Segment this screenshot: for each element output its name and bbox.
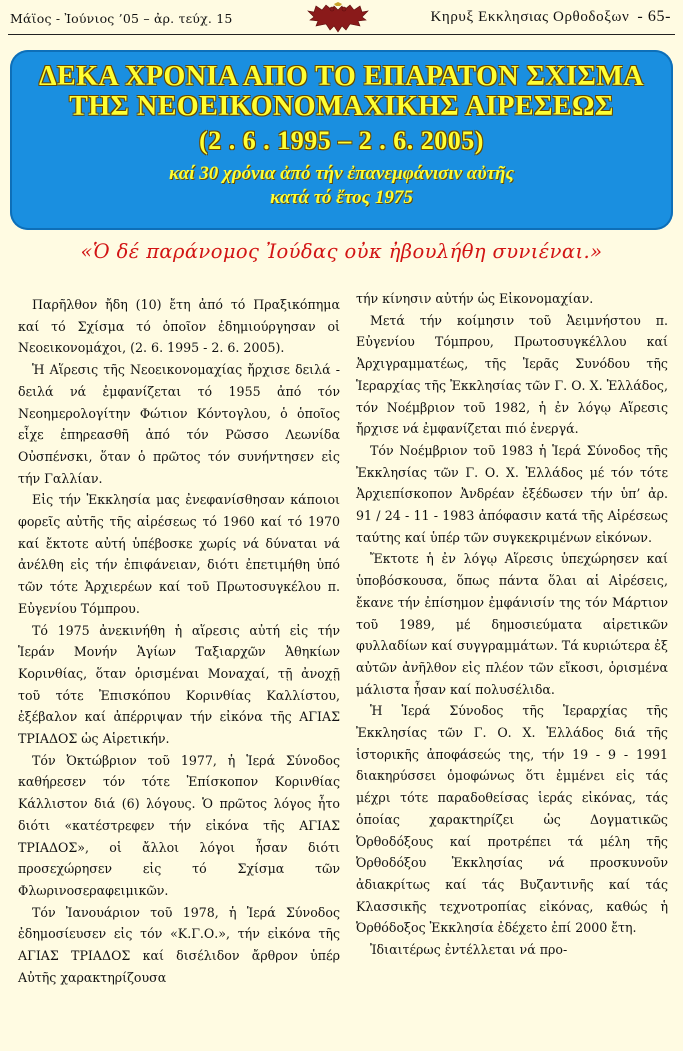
banner-subtitle-line-2: κατά τό ἔτος 1975 — [270, 187, 413, 208]
paragraph: Εἰς τήν Ἐκκλησία μας ἐνεφανίσθησαν κάποιοι φορεῖς αὐτῆς τῆς αἱρέσεως τό 1960 καί τό 1970 καί ἔκτοτε αὐτή ὑπέβοσκε χωρίς νά δύναται νά ἀνέλθη εἰς τήν ἐπιφάνειαν, διότι ἐπετιμήθη ὑπό τῶν τότε Ἀρχιερέων καί τοῦ Πρωτοσυγκέλου π. Εὐγενίου Τόμπρου. — [18, 492, 340, 616]
page-number: - 65- — [637, 8, 671, 25]
magazine-title — [430, 8, 671, 26]
paragraph: τήν κίνησιν αὐτήν ὡς Εἰκονομαχίαν. — [356, 291, 594, 306]
magazine-name: Κηρυξ Εκκλησιας Ορθοδοξων — [430, 9, 630, 25]
paragraph: Ἰδιαιτέρως ἐντέλλεται νά προ- — [370, 942, 568, 958]
banner-title-line-1: ΔΕΚΑ ΧΡΟΝΙΑ ΑΠΟ ΤΟ ΕΠΑΡΑΤΟΝ ΣΧΙΣΜΑ — [39, 61, 644, 92]
issue-info: Μάϊος - Ἰούνιος ’05 – ἀρ. τεύχ. 15 — [10, 11, 233, 26]
banner-title-line-2: ΤΗΣ ΝΕΟΕΙΚΟΝΟΜΑΧΙΚΗΣ ΑΙΡΕΣΕΩΣ — [69, 91, 614, 122]
double-headed-eagle-icon — [306, 2, 370, 36]
paragraph: Ἔκτοτε ἡ ἐν λόγῳ Αἵρεσις ὑπεχώρησεν καί ὑποβόσκουσα, ὅπως πάντα ὅλαι αἱ Αἱρέσεις, ἔκανε τήν ἐπίσημον ἐμφάνισίν της τόν Μάρτιον τοῦ 1989, μέ δημοσιεύματα αἱρετικῶν φυλλαδίων καί συγγραμμάτων. Τά κυριώτερα ἐξ αὐτῶν ἀνῆλθον εἰς πλέον τῶν εἴκοσι, ὁρισμένα μάλιστα ἦσαν καί πολυσέλιδα. — [356, 551, 668, 697]
title-banner — [10, 50, 673, 230]
epigraph-quote: «Ὁ δέ παράνομος Ἰούδας οὐκ ἠβουλήθη συνιέναι.» — [80, 240, 603, 263]
header-rule — [8, 34, 675, 35]
banner-subtitle-line-1: καί 30 χρόνια ἀπό τήν ἐπανεμφάνισιν αὐτῆς — [169, 163, 514, 184]
paragraph: Τόν Ὀκτώβριον τοῦ 1977, ἡ Ἱερά Σύνοδος καθήρεσεν τόν τότε Ἐπίσκοπον Κορινθίας Κάλλιστον διά (6) λόγους. Ὁ πρῶτος λόγος ἦτο διότι «κατέστρεφεν τήν εἰκόνα τῆς ΑΓΙΑΣ ΤΡΙΑΔΟΣ», οἱ ἄλλοι λόγοι ἦσαν διότι προσεχώρησεν εἰς τό Σχίσμα τῶν Φλωρινοσεραφειμικῶν. — [18, 752, 340, 898]
banner-dates: (2 . 6 . 1995 – 2 . 6. 2005) — [199, 126, 484, 155]
paragraph: Τό 1975 ἀνεκινήθη ἡ αἵρεσις αὐτή εἰς τήν Ἱεράν Μονήν Ἁγίων Ταξιαρχῶν Ἀθηκίων Κορινθίας, ὅταν ὁρισμέναι Μοναχαί, τῇ ἀνοχῇ τοῦ τότε Ἐπισκόπου Κορινθίας Καλλίστου, ἐξέβαλον καί ἀπέρριψαν τήν εἰκόνα τῆς ΑΓΙΑΣ ΤΡΙΑΔΟΣ ὡς Αἱρετικήν. — [18, 622, 340, 747]
paragraph: Μετά τήν κοίμησιν τοῦ Ἀειμνήστου π. Εὐγενίου Τόμπρου, Πρωτοσυγκέλλου καί Ἀρχιγραμματέως, τῆς Ἱερᾶς Συνόδου τῆς Ἱεραρχίας τῆς Ἐκκλησίας τῶν Γ. Ο. Χ. Ἑλλάδος, τόν Νοέμβριον τοῦ 1982, ἡ ἐν λόγῳ Αἵρεσις ἤρχισε νά ἐμφανίζεται πιό ἐνεργά. — [356, 312, 668, 437]
paragraph: Ἡ Αἵρεσις τῆς Νεοεικονομαχίας ἤρχισε δειλά - δειλά νά ἐμφανίζεται τό 1955 ἀπό τόν Νεοημερολογίτην Φώτιον Κόντογλου, ὁ ὁποῖος εἶχε ἐπηρεασθῆ ἀπό τόν Ρῶσσο Λεωνίδα Οὐσπένσκι, ὅταν ὁ πρῶτος τόν συνήντησεν εἰς τήν Γαλλίαν. — [18, 362, 340, 486]
paragraph: Τόν Ἰανουάριον τοῦ 1978, ἡ Ἱερά Σύνοδος ἐδημοσίευσεν εἰς τόν «Κ.Γ.Ο.», τήν εἰκόνα τῆς ΑΓΙΑΣ ΤΡΙΑΔΟΣ καί δισέλιδον ἄρθρον ὑπέρ Αὐτῆς χαρακτηρίζουσα — [18, 904, 340, 985]
article-column-right — [356, 288, 668, 961]
paragraph: Τόν Νοέμβριον τοῦ 1983 ἡ Ἱερά Σύνοδος τῆς Ἐκκλησίας τῶν Γ. Ο. Χ. Ἑλλάδος μέ τόν τότε Ἀρχιεπίσκοπον Ἀνδρέαν ἐξέδωσεν τήν ὑπ’ ἀρ. 91 / 24 - 11 - 1983 ἀπόφασιν κατά τῆς Αἱρέσεως ταύτης καί ὑπέρ τῶν συγκεκριμένων εἰκόνων. — [356, 442, 668, 545]
paragraph: Παρῆλθον ἤδη (10) ἔτη ἀπό τό Πραξικόπημα καί τό Σχίσμα τό ὁποῖον ἐδημιούργησαν οἱ Νεοεικονομάχοι, (2. 6. 1995 - 2. 6. 2005). — [18, 297, 340, 356]
article-column-left — [18, 294, 340, 989]
paragraph: Ἡ Ἱερά Σύνοδος τῆς Ἱεραρχίας τῆς Ἐκκλησίας τῶν Γ. Ο. Χ. Ἑλλάδος διά τῆς ἱστορικῆς ἀποφάσεώς της, τήν 19 - 9 - 1991 διακηρύσσει ὁμοφώνως ὅτι ἐμμένει εἰς τάς μέχρι τότε παραδοθείσας ἱεράς εἰκόνας, τάς ὁποίας χαρακτηρίζει ὡς Δογματικῶς Ὀρθοδόξους καί προτρέπει τά μέλη τῆς Ὀρθοδόξου Ἐκκλησίας νά προσκυνοῦν ἀδιακρίτως καί τάς Βυζαντινῆς καί τάς Κλασσικῆς τεχνοτροπίας εἰκόνας, καθώς ἡ Ὀρθόδοξος Ἐκκλησία ἐδέχετο ἐπί 2000 ἔτη. — [356, 703, 668, 936]
page-header — [0, 0, 683, 40]
